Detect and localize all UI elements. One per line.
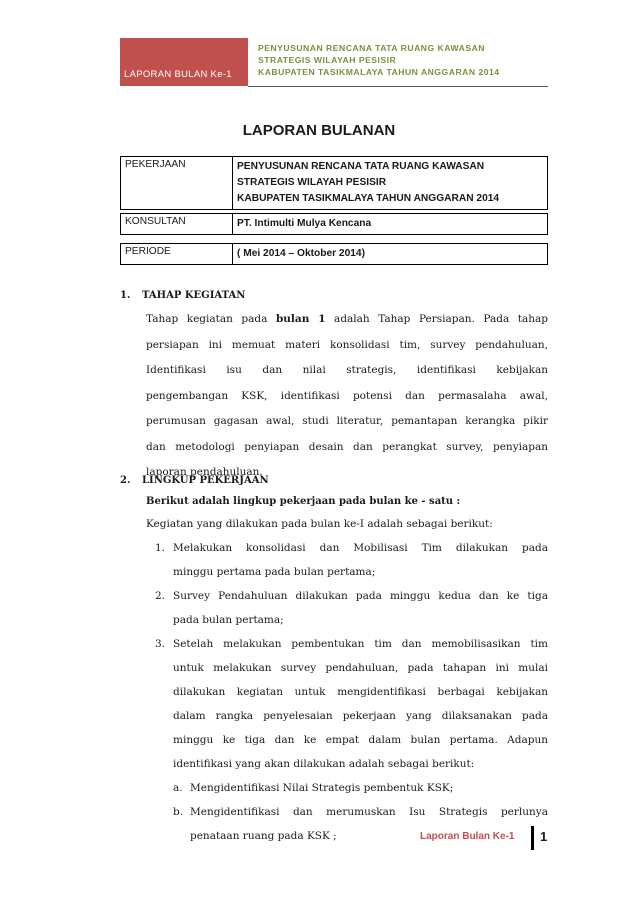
paragraph-line: pengembangan KSK, identifikasi potensi dan permasalaha awal, (146, 389, 548, 402)
section-1-paragraph (146, 307, 548, 486)
list-item (155, 536, 548, 584)
section-2-heading (120, 475, 269, 486)
header-line-3: KABUPATEN TASIKMALAYA TAHUN ANGGARAN 2014 (258, 67, 500, 77)
header-line-1: PENYUSUNAN RENCANA TATA RUANG KAWASAN (258, 43, 485, 53)
header-report-label: LAPORAN BULAN Ke-1 (120, 38, 248, 86)
info-table-pekerjaan (120, 156, 548, 210)
section-2-intro: Kegiatan yang dilakukan pada bulan ke-I adalah sebagai berikut: (146, 518, 493, 530)
list-line: Survey Pendahuluan dilakukan pada minggu kedua dan ke tiga (173, 590, 548, 602)
paragraph-line: Identifikasi isu dan nilai strategis, identifikasi kebijakan (146, 364, 548, 376)
konsultan-value: PT. Intimulti Mulya Kencana (233, 214, 548, 235)
section-1-heading (120, 290, 245, 301)
list-line: untuk melakukan survey pendahuluan, pada tahapan ini mulai (173, 662, 548, 674)
list-line: dalam rangka penyelesaian pekerjaan yang dilaksanakan pada (173, 710, 548, 722)
info-table-periode (120, 243, 548, 265)
list-number: 2. (155, 590, 166, 602)
list-number: 1. (155, 542, 166, 554)
list-line: pada bulan pertama; (173, 614, 284, 626)
pekerjaan-line: KABUPATEN TASIKMALAYA TAHUN ANGGARAN 2014 (237, 193, 500, 204)
page-title: LAPORAN BULANAN (242, 122, 396, 139)
list-line: Setelah melakukan pembentukan tim dan memobilisasikan tim (173, 638, 548, 650)
section-number: 2. (120, 475, 131, 486)
list-line: Mengidentifikasi dan merumuskan Isu Strategis perlunya (190, 806, 548, 818)
header-line-2: STRATEGIS WILAYAH PESISIR (258, 55, 397, 65)
list-line: Melakukan konsolidasi dan Mobilisasi Tim dilakukan pada (173, 542, 548, 554)
paragraph-line: dan metodologi penyiapan desain dan perangkat survey, penyiapan (146, 440, 548, 453)
list-line: minggu pertama pada bulan pertama; (173, 566, 376, 578)
info-table-konsultan (120, 213, 548, 235)
section-2-subtitle: Berikut adalah lingkup pekerjaan pada bulan ke - satu : (146, 496, 461, 507)
footer-label: Laporan Bulan Ke-1 (420, 831, 515, 842)
paragraph-line: laporan pendahuluan. (146, 466, 263, 478)
section-title: TAHAP KEGIATAN (142, 290, 246, 301)
header-divider (248, 86, 548, 87)
section-number: 1. (120, 290, 131, 301)
sub-list-item (173, 776, 548, 800)
footer-divider (531, 826, 534, 850)
paragraph-line: perumusan gagasan awal, studi literatur, pemantapan kerangka pikir (146, 415, 548, 427)
page-number: 1 (540, 829, 548, 844)
list-letter: b. (173, 806, 184, 818)
list-line: identifikasi yang akan dilakukan adalah sebagai berikut: (173, 758, 475, 770)
list-letter: a. (173, 782, 183, 794)
pekerjaan-line: PENYUSUNAN RENCANA TATA RUANG KAWASAN (237, 161, 485, 172)
pekerjaan-value (233, 157, 548, 210)
section-title: LINGKUP PEKERJAAN (142, 475, 269, 486)
periode-key: PERIODE (121, 244, 233, 265)
list-number: 3. (155, 638, 166, 650)
pekerjaan-key: PEKERJAAN (121, 157, 233, 210)
paragraph-line: Tahap kegiatan pada bulan 1 adalah Tahap Persiapan. Pada tahap (146, 313, 548, 325)
list-item (155, 584, 548, 632)
periode-value: ( Mei 2014 – Oktober 2014) (233, 244, 548, 265)
list-line: minggu ke tiga dan ke empat dalam bulan pertama. Adapun (173, 734, 548, 746)
list-line: penataan ruang pada KSK ; (190, 830, 337, 842)
list-line: dilakukan kegiatan untuk mengidentifikasi berbagai kebijakan (173, 686, 548, 698)
list-item (155, 632, 548, 776)
header-project-title (258, 42, 548, 78)
list-line: Mengidentifikasi Nilai Strategis pembentuk KSK; (190, 782, 454, 794)
konsultan-key: KONSULTAN (121, 214, 233, 235)
pekerjaan-line: STRATEGIS WILAYAH PESISIR (237, 177, 387, 188)
paragraph-line: persiapan ini memuat materi konsolidasi tim, survey pendahuluan, (146, 338, 548, 351)
